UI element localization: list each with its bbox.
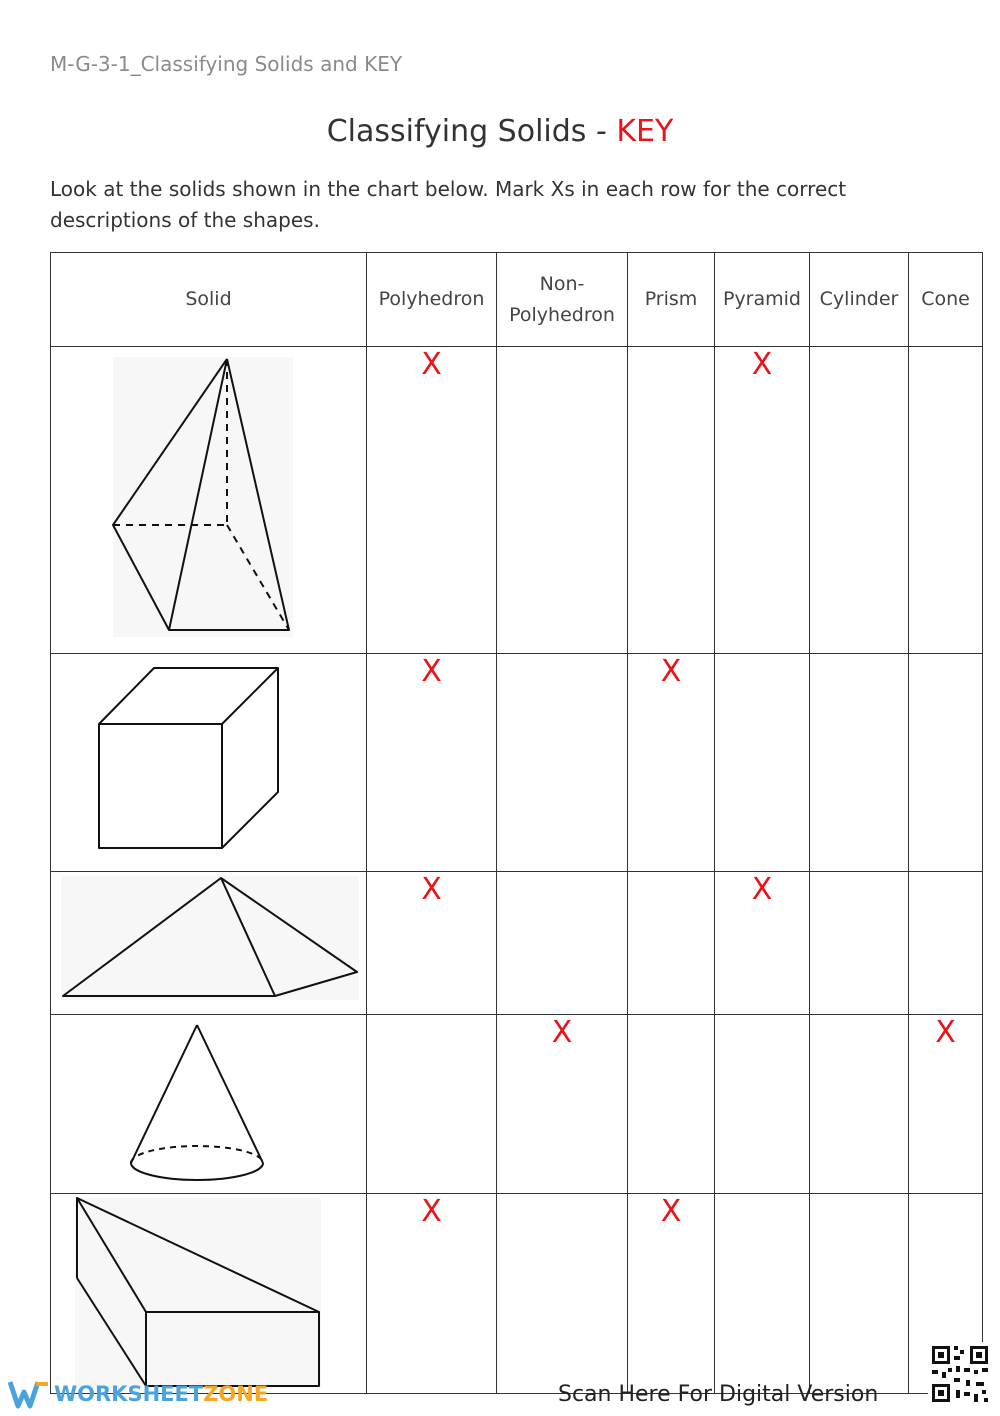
- mark-cell: [367, 1015, 497, 1194]
- mark-cell: X: [367, 347, 497, 654]
- mark-cell: X: [367, 1194, 497, 1394]
- square-pyramid-icon: [51, 347, 367, 652]
- brand-name-part1: WORKSHEET: [54, 1382, 204, 1406]
- col-header-non-polyhedron: Non-Polyhedron: [497, 253, 628, 347]
- mark-cell: [497, 872, 628, 1015]
- mark-cell: [628, 1015, 715, 1194]
- solid-cell: [51, 347, 367, 654]
- classification-table: [50, 252, 983, 1394]
- table-row: [51, 1194, 983, 1394]
- mark-cell: X: [497, 1015, 628, 1194]
- col-header-pyramid: Pyramid: [715, 253, 810, 347]
- mark-cell: [497, 347, 628, 654]
- table-row: [51, 1015, 983, 1194]
- scan-here-text: Scan Here For Digital Version: [558, 1382, 879, 1407]
- worksheetzone-logo-icon: [8, 1378, 52, 1410]
- triangular-prism-icon: [51, 1194, 367, 1392]
- brand-name-part2: ZONE: [203, 1382, 269, 1406]
- header-row: [51, 253, 983, 347]
- solid-cell: [51, 654, 367, 872]
- mark-cell: [909, 872, 983, 1015]
- mark-cell: [628, 347, 715, 654]
- mark-cell: [715, 1194, 810, 1394]
- solid-cell: [51, 1015, 367, 1194]
- col-header-cylinder: Cylinder: [810, 253, 909, 347]
- table-row: [51, 347, 983, 654]
- mark-cell: X: [715, 872, 810, 1015]
- mark-cell: [715, 654, 810, 872]
- cone-icon: [51, 1015, 367, 1192]
- mark-cell: [810, 1194, 909, 1394]
- instructions: Look at the solids shown in the chart below. Mark Xs in each row for the correct descriptions of the shapes.: [50, 177, 847, 232]
- document-id: M-G-3-1_Classifying Solids and KEY: [50, 52, 403, 76]
- mark-cell: X: [715, 347, 810, 654]
- col-header-solid: Solid: [51, 253, 367, 347]
- mark-cell: [810, 1015, 909, 1194]
- title-text: Classifying Solids -: [326, 114, 617, 149]
- solid-cell: [51, 1194, 367, 1394]
- mark-cell: [909, 654, 983, 872]
- solid-cell: [51, 872, 367, 1015]
- table-row: [51, 872, 983, 1015]
- mark-cell: X: [367, 872, 497, 1015]
- col-header-polyhedron: Polyhedron: [367, 253, 497, 347]
- table-row: [51, 654, 983, 872]
- mark-cell: [497, 1194, 628, 1394]
- mark-cell: [715, 1015, 810, 1194]
- cube-icon: [51, 654, 367, 870]
- col-header-prism: Prism: [628, 253, 715, 347]
- mark-cell: [810, 347, 909, 654]
- mark-cell: X: [628, 654, 715, 872]
- col-header-cone: Cone: [909, 253, 983, 347]
- mark-cell: X: [909, 1015, 983, 1194]
- qr-code-icon[interactable]: [928, 1342, 992, 1406]
- mark-cell: X: [628, 1194, 715, 1394]
- flat-pyramid-icon: [51, 872, 367, 1013]
- page-title: [0, 114, 1000, 149]
- mark-cell: [909, 347, 983, 654]
- brand-name: [54, 1382, 268, 1406]
- title-key: KEY: [616, 114, 674, 149]
- mark-cell: [810, 654, 909, 872]
- mark-cell: [628, 872, 715, 1015]
- mark-cell: [810, 872, 909, 1015]
- brand-logo: [8, 1378, 268, 1410]
- mark-cell: X: [367, 654, 497, 872]
- mark-cell: [497, 654, 628, 872]
